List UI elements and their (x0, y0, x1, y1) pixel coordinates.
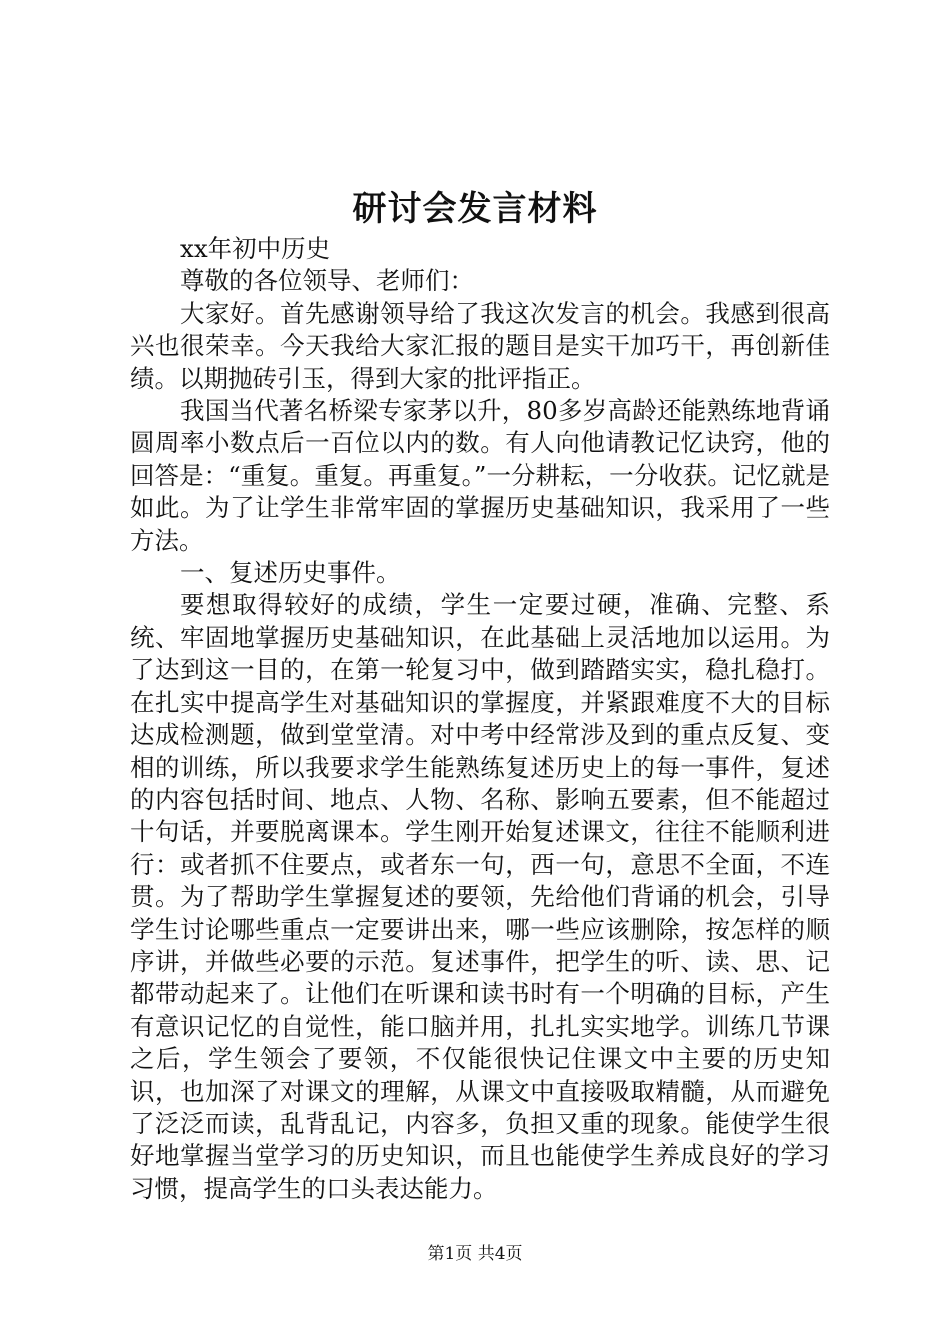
page-number: 第1页 共4页 (427, 1244, 523, 1264)
paragraph-opening: 大家好。首先感谢领导给了我这次发言的机会。我感到很高兴也很荣幸。今天我给大家汇报的题目是实干加巧干，再创新佳绩。以期抛砖引玉，得到大家的批评指正。 (130, 298, 830, 393)
document-title: 研讨会发言材料 (352, 189, 598, 229)
section-heading: 一、复述历史事件。 (180, 558, 401, 588)
paragraph-method: 要想取得较好的成绩，学生一定要过硬，准确、完整、系统、牢固地掌握历史基础知识，在此基础上灵活地加以运用。为了达到这一目的，在第一轮复习中，做到踏踏实实，稳扎稳打。在扎实中提高学生对基础知识的掌握度，并紧跟难度不大的目标达成检测题，做到堂堂清。对中考中经常涉及到的重点反复、变相的训练，所以我要求学生能熟练复述历史上的每一事件，复述的内容包括时间、地点、人物、名称、影响五要素，但不能超过十句话，并要脱离课本。学生刚开始复述课文，往往不能顺利进行：或者抓不住要点，或者东一句，西一句，意思不全面，不连贯。为了帮助学生掌握复述的要领，先给他们背诵的机会，引导学生讨论哪些重点一定要讲出来，哪一些应该删除，按怎样的顺序讲，并做些必要的示范。复述事件，把学生的听、读、思、记都带动起来了。让他们在听课和读书时有一个明确的目标，产生有意识记忆的自觉性，能口脑并用，扎扎实实地学。训练几节课之后，学生领会了要领，不仅能很快记住课文中主要的历史知识，也加深了对课文的理解，从课文中直接吸取精髓，从而避免了泛泛而读，乱背乱记，内容多，负担又重的现象。能使学生很好地掌握当堂学习的历史知识，而且也能使学生养成良好的学习习惯，提高学生的口头表达能力。 (130, 590, 830, 1203)
paragraph-anecdote: 我国当代著名桥梁专家茅以升，80多岁高龄还能熟练地背诵圆周率小数点后一百位以内的数。有人向他请教记忆诀窍，他的回答是：“重复。重复。再重复。”一分耕耘，一分收获。记忆就是如此。为了让学生非常牢固的掌握历史基础知识，我采用了一些方法。 (130, 396, 830, 555)
salutation: 尊敬的各位领导、老师们： (180, 266, 474, 296)
document-body (130, 233, 830, 1205)
subtitle-line: xx年初中历史 (180, 234, 331, 263)
